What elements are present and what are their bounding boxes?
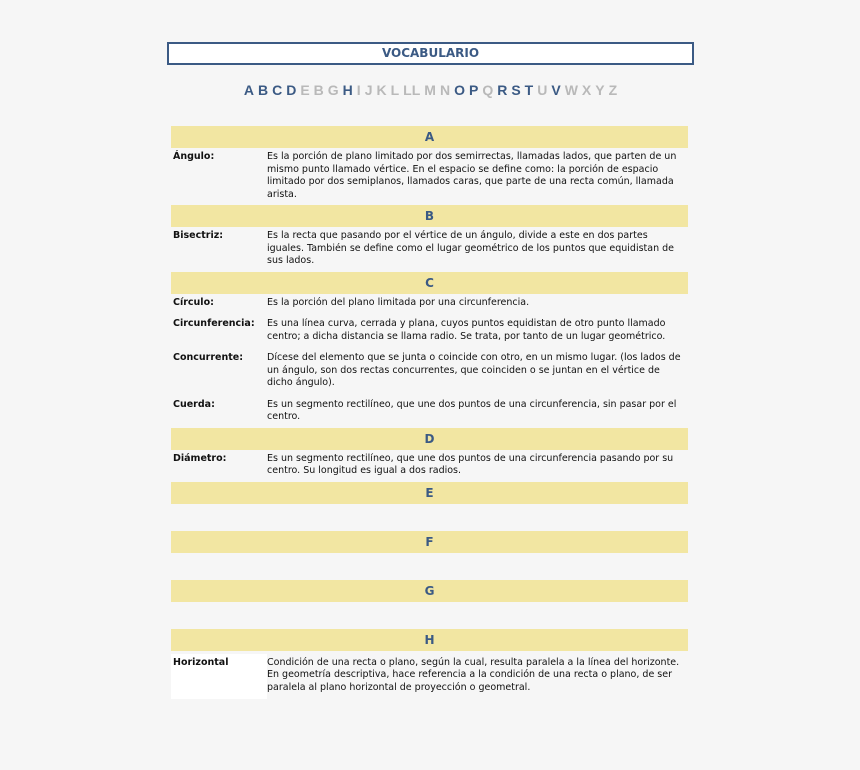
alphabet-letter-20[interactable]: T xyxy=(524,82,534,98)
vocab-entry xyxy=(171,318,688,343)
vocabulary-list xyxy=(171,126,688,703)
alphabet-letter-11: L xyxy=(390,82,400,98)
alphabet-index xyxy=(167,82,694,98)
vocab-entry xyxy=(171,453,688,478)
section-empty xyxy=(171,553,688,580)
vocab-entry xyxy=(171,151,688,201)
alphabet-letter-21: U xyxy=(537,82,548,98)
alphabet-letter-14: N xyxy=(439,82,451,98)
alphabet-letter-7[interactable]: H xyxy=(342,82,353,98)
section-letter-f: F xyxy=(171,531,688,553)
alphabet-letter-4: E xyxy=(300,82,310,98)
alphabet-letter-16[interactable]: P xyxy=(468,82,479,98)
section-letter-a: A xyxy=(171,126,688,148)
alphabet-letter-22[interactable]: V xyxy=(551,82,561,98)
vocab-definition: Es la recta que pasando por el vértice de un ángulo, divide a este en dos partes iguales. También se define como el lugar geométrico de los puntos que equidistan de sus lados. xyxy=(267,230,675,266)
vocab-definition: Es la porción del plano limitada por una circunferencia. xyxy=(267,296,530,308)
vocab-entry xyxy=(171,230,688,268)
alphabet-letter-26: Z xyxy=(608,82,618,98)
alphabet-letter-13: M xyxy=(424,82,436,98)
vocab-term: Ángulo: xyxy=(173,151,215,162)
alphabet-letter-6: G xyxy=(327,82,339,98)
alphabet-letter-10: K xyxy=(376,82,387,98)
alphabet-letter-15[interactable]: O xyxy=(454,82,465,98)
vocab-term: Círculo: xyxy=(173,296,214,308)
alphabet-letter-23: W xyxy=(564,82,578,98)
section-entries xyxy=(171,651,688,703)
vocab-entry xyxy=(171,297,688,310)
alphabet-letter-19[interactable]: S xyxy=(511,82,521,98)
vocab-definition: Es la porción de plano limitado por dos semirrectas, llamadas lados, que parten de un mismo punto llamado vértice. En el espacio se define como: la porción de espacio limitado por dos semiplanos, llamados caras, que parte de una recta común, llamada arista. xyxy=(267,151,677,200)
section-letter-d: D xyxy=(171,428,688,450)
alphabet-letter-9: J xyxy=(364,82,373,98)
vocab-definition: Es una línea curva, cerrada y plana, cuyos puntos equidistan de otro punto llamado centro; a dicha distancia se llama radio. Se trata, por tanto de un lugar geométrico. xyxy=(267,318,666,342)
vocab-definition: Dícese del elemento que se junta o coincide con otro, en un mismo lugar. (los lados de un ángulo, son dos rectas concurrentes, que coinciden o se juntan en el vértice de dicho ángulo). xyxy=(267,352,681,388)
section-entries xyxy=(171,227,688,272)
vocab-definition: Condición de una recta o plano, según la cual, resulta paralela a la línea del horizonte. En geometría descriptiva, hace referencia a la condición de una recta o plano, de ser paralela al plano horizontal de proyección o geometral. xyxy=(267,656,680,693)
vocab-entry xyxy=(171,352,688,390)
vocab-entry xyxy=(171,654,688,699)
section-letter-e: E xyxy=(171,482,688,504)
vocab-term: Horizontal xyxy=(171,654,267,699)
vocab-term: Bisectriz: xyxy=(173,230,224,241)
vocab-entry xyxy=(171,399,688,424)
vocab-term: Concurrente: xyxy=(173,352,244,363)
section-entries xyxy=(171,148,688,205)
section-letter-b: B xyxy=(171,205,688,227)
section-letter-h: H xyxy=(171,629,688,651)
alphabet-letter-25: Y xyxy=(595,82,605,98)
alphabet-letter-5: B xyxy=(313,82,324,98)
section-entries xyxy=(171,294,688,428)
alphabet-letter-1[interactable]: B xyxy=(257,82,269,98)
vocab-term: Diámetro: xyxy=(173,452,227,464)
alphabet-letter-8: I xyxy=(356,82,361,98)
page-title: VOCABULARIO xyxy=(167,42,694,65)
alphabet-letter-0[interactable]: A xyxy=(243,82,254,98)
alphabet-letter-2[interactable]: C xyxy=(272,82,283,98)
alphabet-letter-12: LL xyxy=(403,82,421,98)
alphabet-letter-18[interactable]: R xyxy=(497,82,508,98)
vocab-term: Cuerda: xyxy=(173,398,215,410)
section-letter-g: G xyxy=(171,580,688,602)
alphabet-letter-3[interactable]: D xyxy=(286,82,297,98)
vocab-definition: Es un segmento rectilíneo, que une dos puntos de una circunferencia, sin pasar por el centro. xyxy=(267,398,677,422)
vocab-definition: Es un segmento rectilíneo, que une dos puntos de una circunferencia pasando por su centro. Su longitud es igual a dos radios. xyxy=(267,452,674,476)
section-entries xyxy=(171,450,688,482)
alphabet-letter-17: Q xyxy=(482,82,494,98)
section-empty xyxy=(171,504,688,531)
vocab-term: Circunferencia: xyxy=(173,318,255,329)
section-letter-c: C xyxy=(171,272,688,294)
alphabet-letter-24: X xyxy=(581,82,592,98)
section-empty xyxy=(171,602,688,629)
